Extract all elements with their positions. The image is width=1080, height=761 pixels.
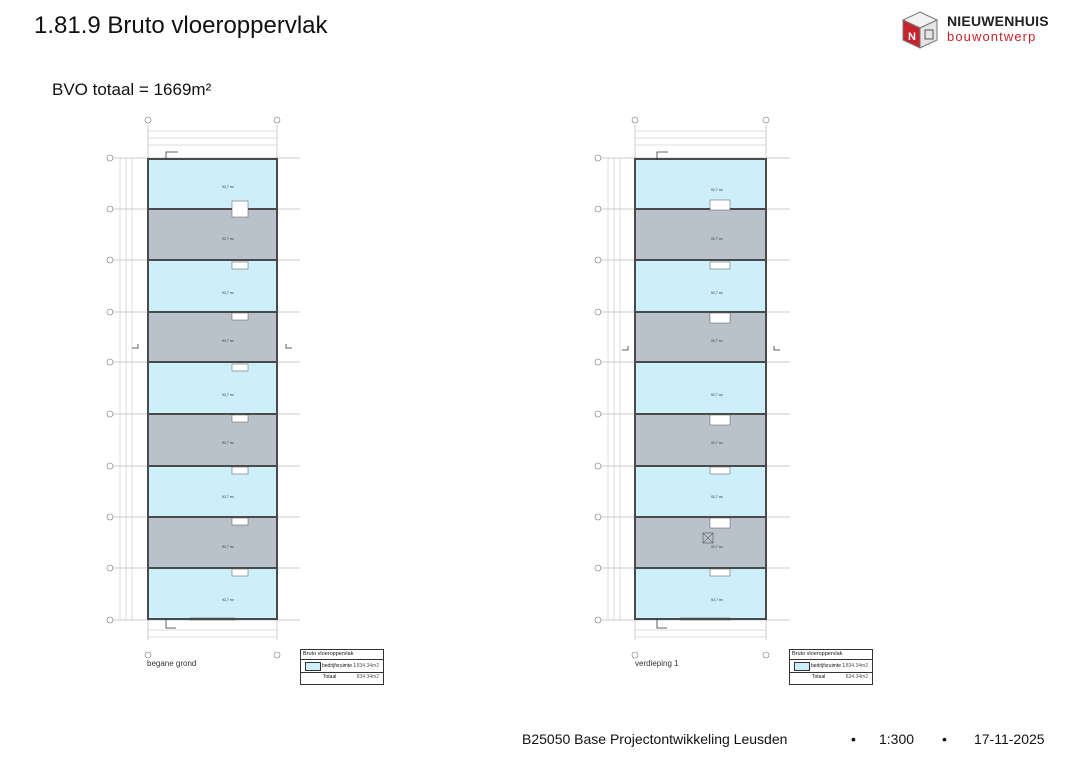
unit-4: [635, 312, 766, 362]
footer-separator: •: [942, 731, 947, 747]
svg-text:92,7 m²: 92,7 m²: [711, 188, 723, 192]
svg-text:92,7 m²: 92,7 m²: [222, 545, 234, 549]
svg-text:N: N: [908, 31, 916, 43]
unit-blocks: [635, 159, 766, 619]
floor-label-ground: begane grond: [147, 659, 197, 668]
legend-item-name: bedrijfsruimte 1: [811, 663, 846, 669]
svg-text:92,7 m²: 92,7 m²: [711, 441, 723, 445]
unit-6: [635, 414, 766, 466]
svg-text:92,7 m²: 92,7 m²: [711, 545, 723, 549]
footer-scale: 1:300: [879, 731, 915, 747]
legend-swatch: [794, 662, 810, 671]
svg-text:92,7 m²: 92,7 m²: [711, 291, 723, 295]
legend-total-area: 834.34m2: [356, 674, 379, 680]
svg-text:92,7 m²: 92,7 m²: [222, 495, 234, 499]
svg-text:92,7 m²: 92,7 m²: [222, 339, 234, 343]
footer-date: 17-11-2025: [974, 731, 1045, 747]
svg-text:92,7 m²: 92,7 m²: [711, 339, 723, 343]
unit-2: [635, 209, 766, 260]
floor-label-first: verdieping 1: [635, 659, 679, 668]
svg-text:92,7 m²: 92,7 m²: [222, 237, 234, 241]
page-title: 1.81.9 Bruto vloeroppervlak: [34, 12, 328, 39]
legend-first: [789, 649, 873, 685]
bvo-total: BVO totaal = 1669m²: [52, 80, 212, 99]
legend-item-name: bedrijfsruimte 1: [322, 663, 357, 669]
legend-title: Bruto vloeroppervlak: [792, 651, 843, 657]
svg-text:92,7 m²: 92,7 m²: [711, 393, 723, 397]
svg-text:92,7 m²: 92,7 m²: [222, 291, 234, 295]
unit-8: [635, 517, 766, 568]
footer-project: B25050 Base Projectontwikkeling Leusden: [522, 731, 788, 747]
svg-text:92,7 m²: 92,7 m²: [222, 393, 234, 397]
unit-3: [635, 260, 766, 312]
svg-text:92,7 m²: 92,7 m²: [222, 598, 234, 602]
legend-total-label: Totaal: [323, 674, 337, 680]
logo-brand: NIEUWENHUIS: [947, 13, 1049, 29]
svg-text:92,7 m²: 92,7 m²: [222, 441, 234, 445]
footer-separator: •: [851, 731, 856, 747]
legend-title: Bruto vloeroppervlak: [303, 651, 354, 657]
logo-subtitle: bouwontwerp: [947, 29, 1037, 44]
legend-total-area: 834.34m2: [845, 674, 868, 680]
legend-item-area: 834.34m2: [356, 663, 379, 669]
unit-7: [635, 466, 766, 517]
svg-text:92,7 m²: 92,7 m²: [711, 495, 723, 499]
legend-total-label: Totaal: [812, 674, 826, 680]
unit-1: [635, 159, 766, 209]
unit-5: [635, 362, 766, 414]
legend-item-area: 834.34m2: [845, 663, 868, 669]
svg-text:92,7 m²: 92,7 m²: [222, 185, 234, 189]
svg-text:92,7 m²: 92,7 m²: [711, 598, 723, 602]
svg-text:92,7 m²: 92,7 m²: [711, 237, 723, 241]
unit-9: [635, 568, 766, 619]
